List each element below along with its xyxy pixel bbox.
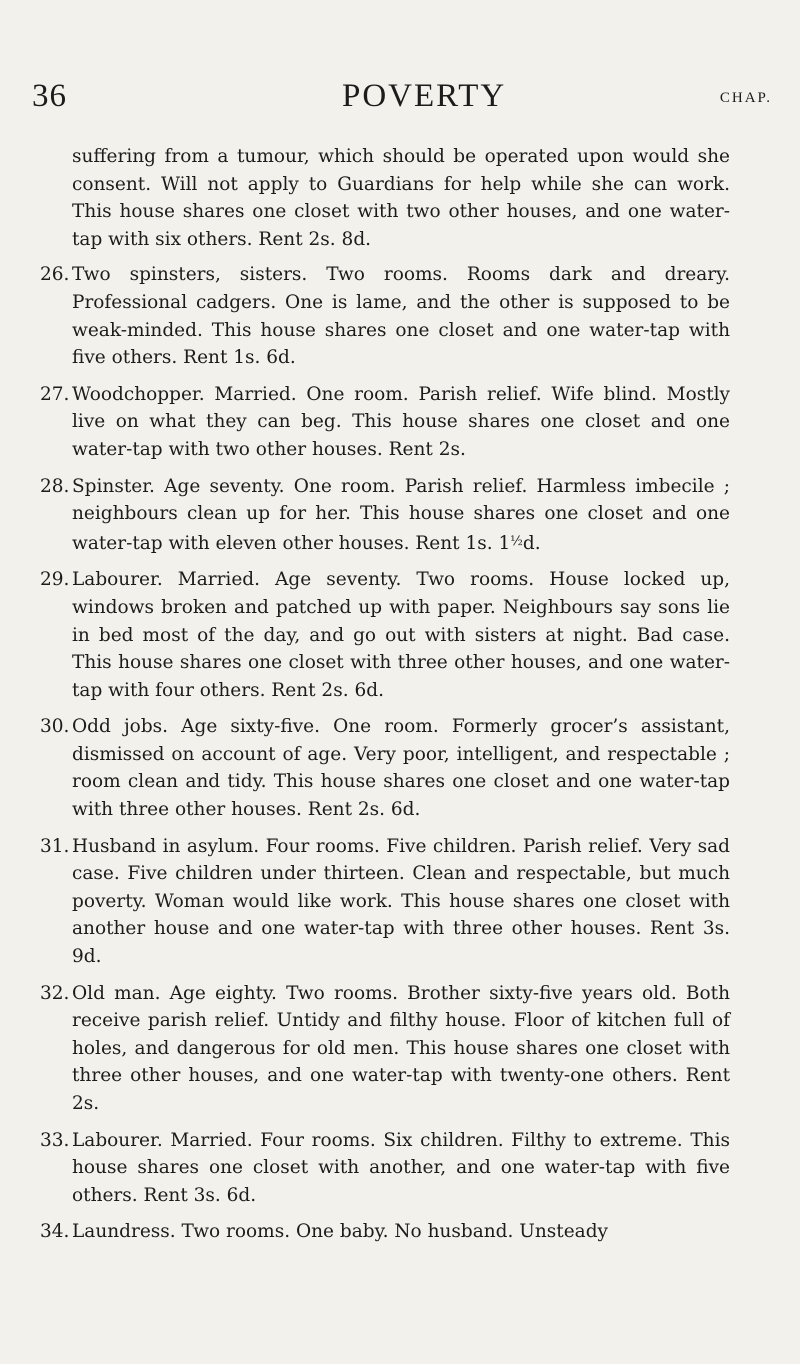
entry-number: 34. <box>40 1221 70 1243</box>
case-entry-26 <box>40 261 730 371</box>
entry-text: Spinster. Age seventy. One room. Parish relief. Harmless imbecile ; neighbours clean up for her. This house shares one closet and one water-tap with eleven other houses. Rent 1s. 1 <box>72 475 730 554</box>
running-title: POVERTY <box>342 78 507 114</box>
entry-text: Woodchopper. Married. One room. Parish relief. Wife blind. Mostly live on what they can beg. This house shares one closet and one water-tap with two other houses. Rent 2s. <box>72 383 730 460</box>
entry-number: 28. <box>40 475 70 497</box>
case-entry-29 <box>40 566 730 704</box>
entry-text: Husband in asylum. Four rooms. Five children. Parish relief. Very sad case. Five children under thirteen. Clean and respectable, but much poverty. Woman would like work. This house shares one closet with another house and one water-tap with three other houses. Rent 3s. 9d. <box>72 835 730 968</box>
page-header <box>32 78 772 122</box>
case-entry-33 <box>40 1127 730 1210</box>
continued-paragraph: suffering from a tumour, which should be operated upon would she consent. Will not apply to Guardians for help while she can work. This house shares one closet with two other houses, and one water-tap with six others. Rent 2s. 8d. <box>72 146 730 250</box>
entry-number: 33. <box>40 1129 70 1151</box>
case-entry-27 <box>40 381 730 464</box>
entry-number: 27. <box>40 383 70 405</box>
entry-number: 30. <box>40 716 70 738</box>
entry-number: 31. <box>40 835 70 857</box>
chapter-mark: CHAP. <box>719 90 772 106</box>
page-number: 36 <box>32 78 67 114</box>
entry-text-suffix: d. <box>522 532 541 554</box>
case-entry-30 <box>40 713 730 823</box>
entry-number: 29. <box>40 569 70 591</box>
case-entry-32 <box>40 980 730 1118</box>
entry-text-wrapper <box>72 473 730 558</box>
entry-text: Old man. Age eighty. Two rooms. Brother sixty-five years old. Both receive parish relief. Untidy and filthy house. Floor of kitchen full of holes, and dangerous for old men. This house shares one closet with three other houses, and one water-tap with twenty-one others. Rent 2s. <box>72 982 730 1114</box>
entry-text: Odd jobs. Age sixty-five. One room. Formerly grocer’s assistant, dismissed on account of age. Very poor, intelligent, and respectable ; room clean and tidy. This house shares one closet and one water-tap with three other houses. Rent 2s. 6d. <box>72 716 730 821</box>
fraction-half: ½ <box>510 533 523 549</box>
entry-text: Laundress. Two rooms. One baby. No husband. Unsteady <box>72 1221 608 1243</box>
entry-number: 26. <box>40 264 70 286</box>
case-entry-31 <box>40 833 730 971</box>
entry-text: Labourer. Married. Four rooms. Six children. Filthy to extreme. This house shares one closet with another, and one water-tap with five others. Rent 3s. 6d. <box>72 1129 730 1206</box>
case-entry-28 <box>40 473 730 558</box>
case-entry-34 <box>40 1218 730 1246</box>
entry-text: Two spinsters, sisters. Two rooms. Rooms dark and dreary. Professional cadgers. One is lame, and the other is supposed to be weak-minded. This house shares one closet and one water-tap with five others. Rent 1s. 6d. <box>72 264 730 369</box>
body-text <box>40 143 730 1255</box>
entry-number: 32. <box>40 982 70 1004</box>
entry-text: Labourer. Married. Age seventy. Two rooms. House locked up, windows broken and patched up with paper. Neighbours say sons lie in bed most of the day, and go out with sisters at night. Bad case. This house shares one closet with three other houses, and one water-tap with four others. Rent 2s. 6d. <box>72 569 730 701</box>
